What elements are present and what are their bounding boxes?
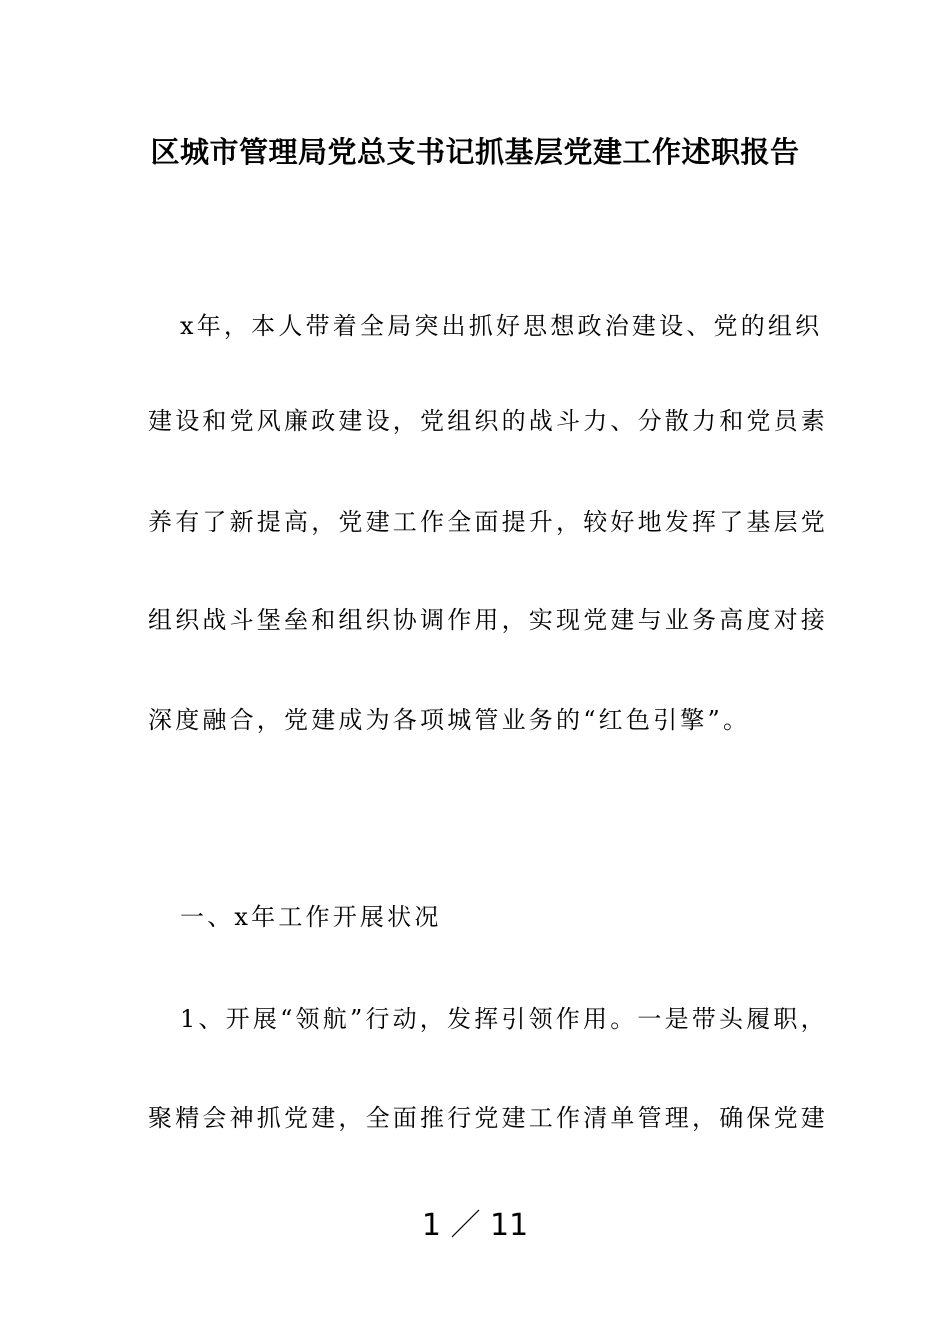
item-line-1: 1、开展“领航”行动，发挥引领作用。一是带头履职， — [180, 1005, 828, 1033]
intro-line-2: 建设和党风廉政建设，党组织的战斗力、分散力和党员素 — [148, 407, 828, 435]
intro-line-5: 深度融合，党建成为各项城管业务的“红色引擎”。 — [148, 706, 751, 734]
item-line-2: 聚精会神抓党建，全面推行党建工作清单管理，确保党建 — [148, 1104, 828, 1132]
page-indicator: 1 ／ 11 — [421, 1208, 529, 1243]
document-title: 区城市管理局党总支书记抓基层党建工作述职报告 — [150, 135, 800, 169]
intro-line-4: 组织战斗堡垒和组织协调作用，实现党建与业务高度对接 — [148, 606, 828, 634]
intro-line-3: 养有了新提高，党建工作全面提升，较好地发挥了基层党 — [148, 508, 828, 536]
section-heading: 一、x年工作开展状况 — [180, 903, 442, 931]
intro-line-1: x年，本人带着全局突出抓好思想政治建设、党的组织 — [180, 312, 823, 340]
